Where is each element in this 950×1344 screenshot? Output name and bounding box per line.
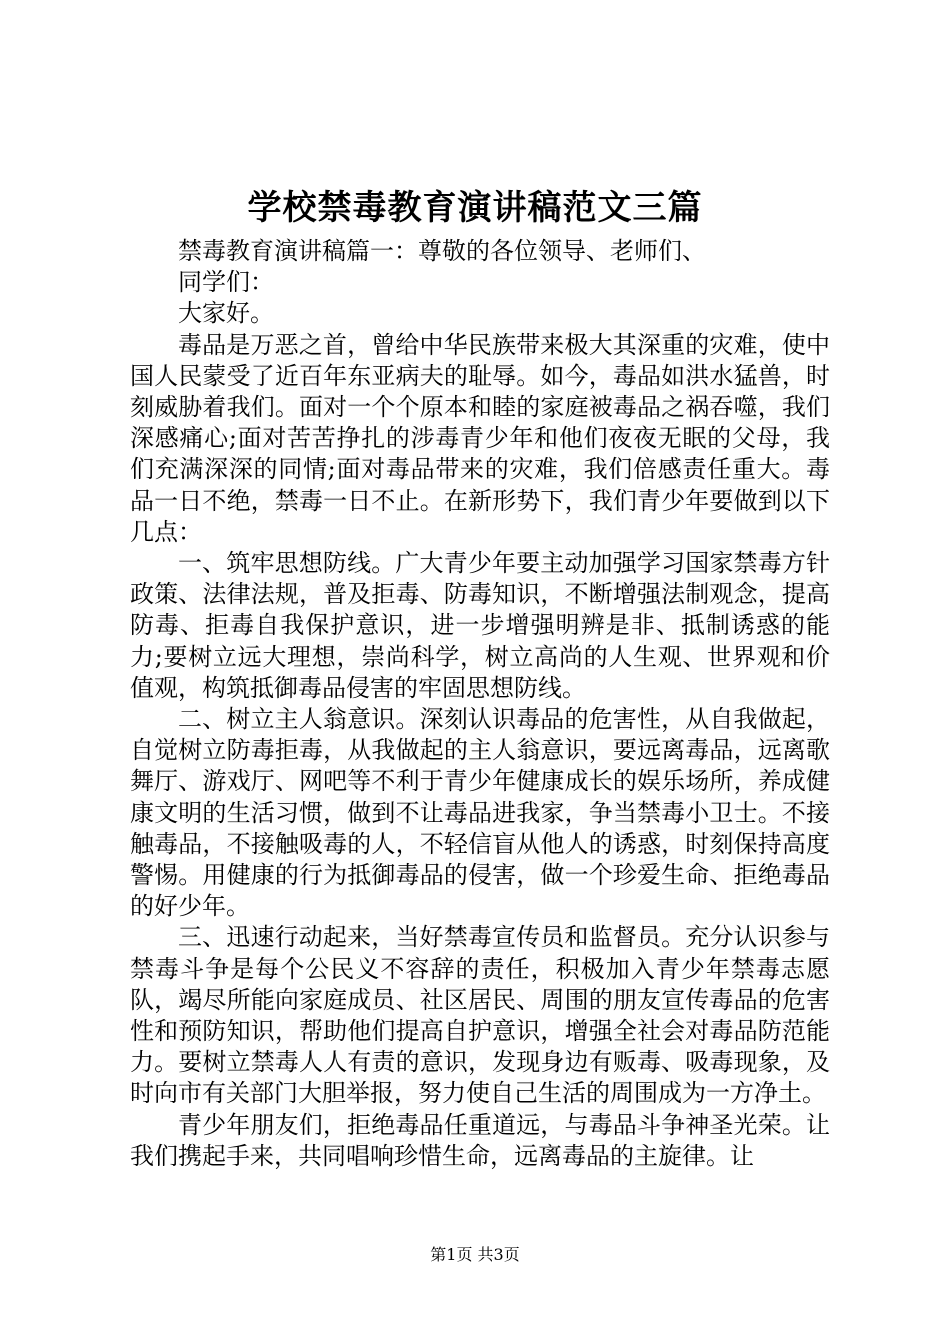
paragraph-greeting: 大家好。 xyxy=(178,299,274,328)
page-number-footer: 第1页 共3页 xyxy=(430,1245,520,1264)
paragraph-audience: 同学们： xyxy=(178,268,274,297)
paragraph-closing: 青少年朋友们，拒绝毒品任重道远，与毒品斗争神圣光荣。让我们携起手来，共同唱响珍惜生命，远离毒品的主旋律。让 xyxy=(130,1110,830,1170)
document-body xyxy=(130,236,830,1172)
paragraph-intro: 毒品是万恶之首，曾给中华民族带来极大其深重的灾难，使中国人民蒙受了近百年东亚病夫的耻辱。如今，毒品如洪水猛兽，时刻威胁着我们。面对一个个原本和睦的家庭被毒品之祸吞噬，我们深感痛心;面对苦苦挣扎的涉毒青少年和他们夜夜无眠的父母，我们充满深深的同情;面对毒品带来的灾难，我们倍感责任重大。毒品一日不绝，禁毒一日不止。在新形势下，我们青少年要做到以下几点： xyxy=(130,330,830,546)
paragraph-point-one: 一、筑牢思想防线。广大青少年要主动加强学习国家禁毒方针政策、法律法规，普及拒毒、防毒知识，不断增强法制观念，提高防毒、拒毒自我保护意识，进一步增强明辨是非、抵制诱惑的能力;要树立远大理想，崇尚科学，树立高尚的人生观、世界观和价值观，构筑抵御毒品侵害的牢固思想防线。 xyxy=(130,549,830,702)
document-title: 学校禁毒教育演讲稿范文三篇 xyxy=(247,188,703,228)
paragraph-point-three: 三、迅速行动起来，当好禁毒宣传员和监督员。充分认识参与禁毒斗争是每个公民义不容辞的责任，积极加入青少年禁毒志愿队，竭尽所能向家庭成员、社区居民、周围的朋友宣传毒品的危害性和预防知识，帮助他们提高自护意识，增强全社会对毒品防范能力。要树立禁毒人人有责的意识，发现身边有贩毒、吸毒现象，及时向市有关部门大胆举报，努力使自己生活的周围成为一方净土。 xyxy=(130,923,830,1108)
paragraph-point-two: 二、树立主人翁意识。深刻认识毒品的危害性，从自我做起，自觉树立防毒拒毒，从我做起的主人翁意识，要远离毒品，远离歌舞厅、游戏厅、网吧等不利于青少年健康成长的娱乐场所，养成健康文明的生活习惯，做到不让毒品进我家，争当禁毒小卫士。不接触毒品，不接触吸毒的人，不轻信盲从他人的诱惑，时刻保持高度警惕。用健康的行为抵御毒品的侵害，做一个珍爱生命、拒绝毒品的好少年。 xyxy=(130,705,830,921)
paragraph-salutation: 禁毒教育演讲稿篇一：尊敬的各位领导、老师们、 xyxy=(178,237,706,265)
